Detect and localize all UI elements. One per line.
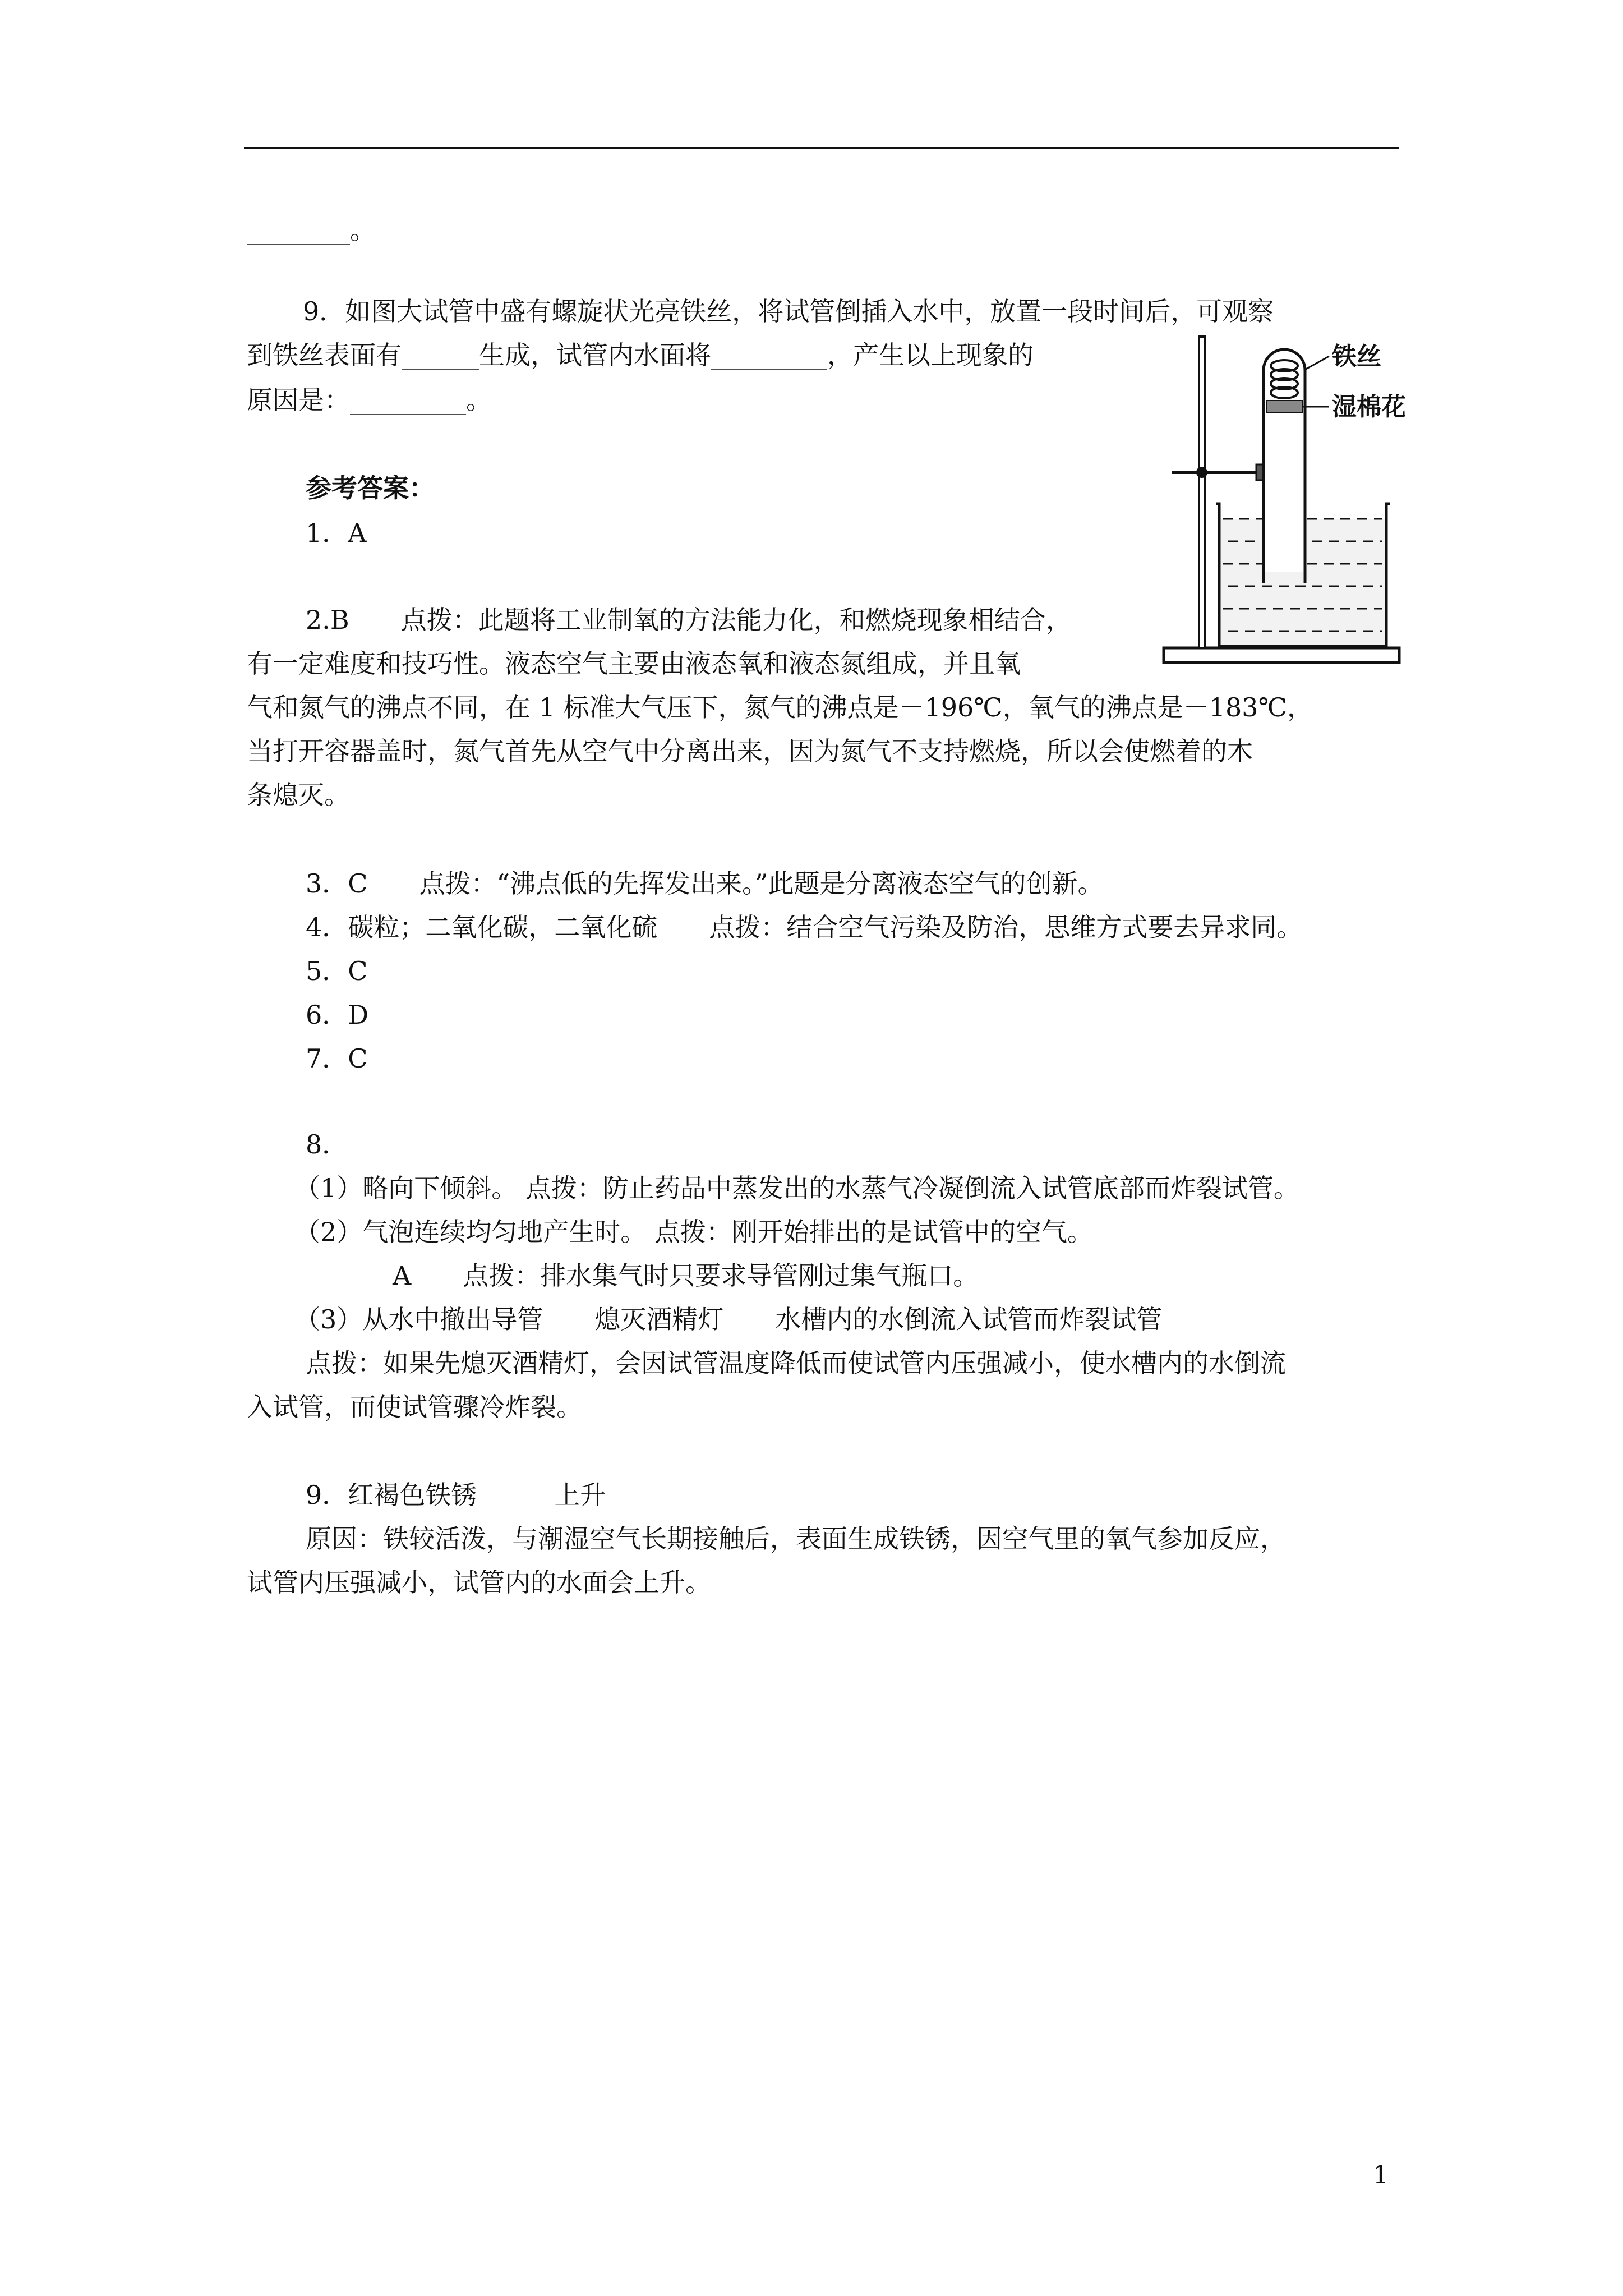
blank-line-continuation: ________。: [247, 215, 376, 245]
wet-cotton: [1266, 401, 1302, 413]
answer-8-note-line-1: 点拨：如果先熄灭酒精灯，会因试管温度降低而使试管内压强减小，使水槽内的水倒流: [306, 1348, 1286, 1378]
question-9-line-2: 到铁丝表面有______生成，试管内水面将_________，产生以上现象的: [247, 340, 1034, 370]
answer-7: 7．C: [306, 1043, 368, 1074]
answer-3: 3．C 点拨：“沸点低的先挥发出来。”此题是分离液态空气的创新。: [306, 868, 1104, 899]
answer-8-part-2: （2）气泡连续均匀地产生时。 点拨：刚开始排出的是试管中的空气。: [294, 1217, 1093, 1247]
answer-2-line-2: 有一定难度和技巧性。液态空气主要由液态氧和液态氮组成，并且氧: [247, 648, 1021, 679]
answer-2-line-4: 当打开容器盖时，氮气首先从空气中分离出来，因为氮气不支持燃烧，所以会使燃着的木: [247, 736, 1253, 766]
answer-9-reason-line-2: 试管内压强减小，试管内的水面会上升。: [247, 1567, 711, 1598]
answer-5: 5．C: [306, 956, 368, 986]
answer-key-heading: 参考答案：: [306, 473, 435, 503]
label-wet-cotton: 湿棉花: [1332, 393, 1406, 421]
answer-2-line-1: 2.B 点拨：此题将工业制氧的方法能力化，和燃烧现象相结合，: [306, 605, 1072, 635]
answer-1: 1．A: [306, 518, 367, 548]
header-rule: [244, 147, 1399, 149]
stand-rod: [1199, 337, 1205, 648]
answer-2-line-5: 条熄灭。: [247, 780, 350, 810]
answer-6: 6．D: [306, 1000, 369, 1030]
answer-2-line-3: 气和氮气的沸点不同，在 1 标准大气压下，氮气的沸点是－196℃，氧气的沸点是－183℃，: [247, 692, 1313, 723]
question-9-line-3: 原因是：_________。: [247, 385, 492, 415]
answer-8-note-line-2: 入试管，而使试管骤冷炸裂。: [247, 1392, 582, 1422]
answer-9: 9．红褐色铁锈 上升: [306, 1480, 606, 1510]
answer-8-part-1: （1）略向下倾斜。 点拨：防止药品中蒸发出的水蒸气冷凝倒流入试管底部而炸裂试管。: [294, 1173, 1299, 1203]
stand-base: [1164, 648, 1399, 662]
answer-8-part-3: （3）从水中撤出导管 熄灭酒精灯 水槽内的水倒流入试管而炸裂试管: [294, 1304, 1163, 1335]
clamp-knob: [1196, 467, 1207, 478]
apparatus-figure: [1161, 325, 1419, 668]
page-number: 1: [1373, 2161, 1389, 2189]
test-tube: [1264, 349, 1305, 583]
label-iron-wire: 铁丝: [1332, 342, 1381, 371]
answer-8-heading: 8．: [306, 1129, 348, 1159]
question-9-line-1: 9．如图大试管中盛有螺旋状光亮铁丝，将试管倒插入水中，放置一段时间后，可观察: [303, 296, 1274, 326]
answer-8-part-2-choice: A 点拨：排水集气时只要求导管刚过集气瓶口。: [393, 1260, 979, 1291]
answer-4: 4．碳粒；二氧化碳，二氧化硫 点拨：结合空气污染及防治，思维方式要去异求同。: [306, 912, 1303, 942]
answer-9-reason-line-1: 原因：铁较活泼，与潮湿空气长期接触后，表面生成铁锈，因空气里的氧气参加反应，: [306, 1524, 1286, 1554]
